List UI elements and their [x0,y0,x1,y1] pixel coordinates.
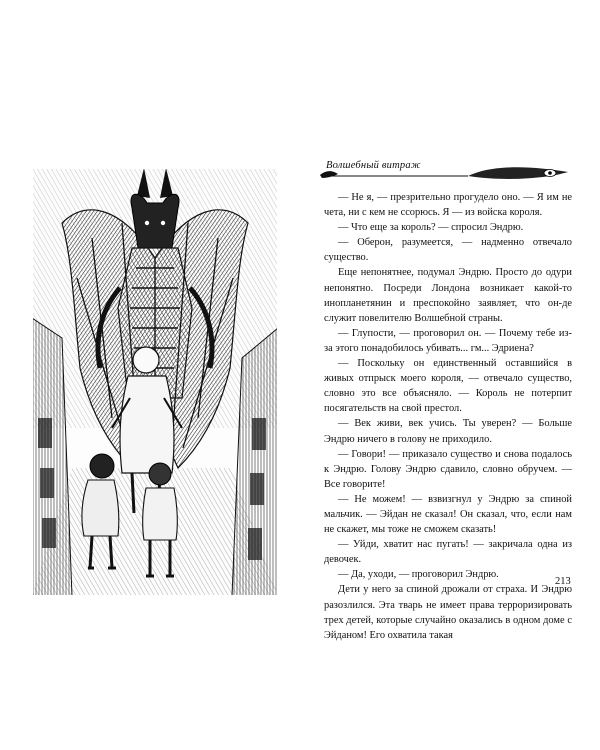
paragraph: — Поскольку он единственный оставшийся в живых отпрыск моего короля, — отвечало существо, словно это все объясняло. — Король не потерпит посягательств на свой престол. [324,358,572,415]
running-title: Волшебный витраж [326,160,421,171]
body-text [324,190,572,643]
paragraph: — Оберон, разумеется, — надменно отвечало существо. [324,237,572,264]
paragraph: — Не можем! — взвизгнул у Эндрю за спиной мальчик. — Эйдан не сказал! Он сказал, что, если нам не скажет, мы тоже не сможем сказать! [324,493,572,536]
paragraph: — Что еще за король? — спросил Эндрю. [338,222,524,234]
running-header [318,160,574,182]
paragraph: — Не я, — презрительно прогудело оно. — Я им не чета, ни с кем не ссорюсь. Я — из войска короля. [324,192,572,219]
paragraph: — Глупости, — проговорил он. — Почему тебе из-за этого понадобилось убивать... гм... Эдриена? [324,327,572,354]
paragraph: — Уйди, хватит нас пугать! — закричала одна из девочек. [324,539,572,566]
paragraph: — Век живи, век учись. Ты уверен? — Больше Эндрю ничего в голову не приходило. [324,418,572,445]
page-number: 213 [555,576,571,587]
illustration-winged-creature-and-children [32,168,278,596]
paragraph: Дети у него за спиной дрожали от страха. И Эндрю разозлился. Эта тварь не имеет права терроризировать трех детей, которые случайно оказались в одном доме с Эйданом! Его охватила такая [324,584,572,641]
paragraph: — Говори! — приказало существо и снова подалось к Эндрю. Голову Эндрю сдавило, словно обручем. — Все говорите! [324,448,572,490]
paragraph: — Да, уходи, — проговорил Эндрю. [338,569,499,581]
paragraph: Еще непонятнее, подумал Эндрю. Просто до одури непонятно. Посреди Лондона возникает какой-то инопланетянин и преспокойно заявляет, что он-де служит повелителю Волшебной страны. [324,267,572,324]
